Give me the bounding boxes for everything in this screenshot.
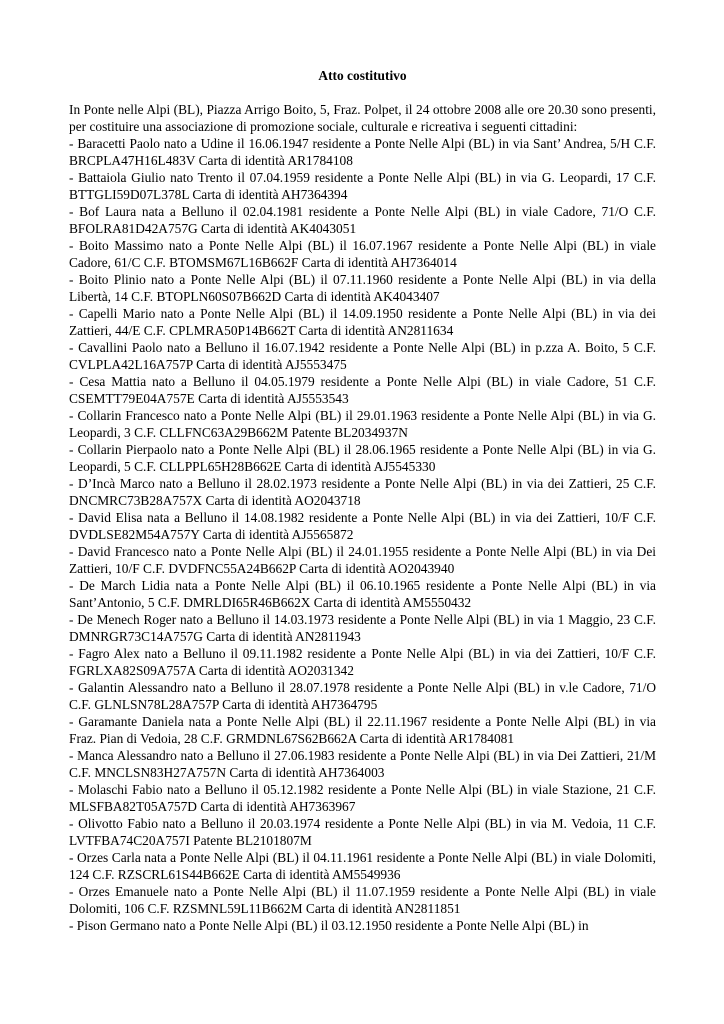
list-item: - Collarin Pierpaolo nato a Ponte Nelle Alpi (BL) il 28.06.1965 residente a Ponte Nelle Alpi (BL) in via G. Leopardi, 5 C.F. CLLPPL65H28B662E Carta di identità AJ5545330 [69,442,656,474]
list-item: - Battaiola Giulio nato Trento il 07.04.1959 residente a Ponte Nelle Alpi (BL) in via G. Leopardi, 17 C.F. BTTGLI59D07L378L Carta di identità AH7364394 [69,170,656,202]
list-item: - Manca Alessandro nato a Belluno il 27.06.1983 residente a Ponte Nelle Alpi (BL) in via Dei Zattieri, 21/M C.F. MNCLSN83H27A757N Carta di identità AH7364003 [69,748,656,780]
list-item: - Bof Laura nata a Belluno il 02.04.1981 residente a Ponte Nelle Alpi (BL) in viale Cadore, 71/O C.F. BFOLRA81D42A757G Carta di identità AK4043051 [69,204,656,236]
list-item: - Capelli Mario nato a Ponte Nelle Alpi (BL) il 14.09.1950 residente a Ponte Nelle Alpi (BL) in via dei Zattieri, 44/E C.F. CPLMRA50P14B662T Carta di identità AN2811634 [69,306,656,338]
list-item: - Collarin Francesco nato a Ponte Nelle Alpi (BL) il 29.01.1963 residente a Ponte Nelle Alpi (BL) in via G. Leopardi, 3 C.F. CLLFNC63A29B662M Patente BL2034937N [69,408,656,440]
list-item: - David Francesco nato a Ponte Nelle Alpi (BL) il 24.01.1955 residente a Ponte Nelle Alpi (BL) in via Dei Zattieri, 10/F C.F. DVDFNC55A24B662P Carta di identità AO2043940 [69,544,656,576]
list-item: - Orzes Carla nata a Ponte Nelle Alpi (BL) il 04.11.1961 residente a Ponte Nelle Alpi (BL) in viale Dolomiti, 124 C.F. RZSCRL61S44B662E Carta di identità AM5549936 [69,850,656,882]
members-list [69,135,656,934]
list-item: - Cavallini Paolo nato a Belluno il 16.07.1942 residente a Ponte Nelle Alpi (BL) in p.zza A. Boito, 5 C.F. CVLPLA42L16A757P Carta di identità AJ5553475 [69,340,656,372]
list-item: - Boito Massimo nato a Ponte Nelle Alpi (BL) il 16.07.1967 residente a Ponte Nelle Alpi (BL) in viale Cadore, 61/C C.F. BTOMSM67L16B662F Carta di identità AH7364014 [69,238,656,270]
list-item: - D’Incà Marco nato a Belluno il 28.02.1973 residente a Ponte Nelle Alpi (BL) in via dei Zattieri, 25 C.F. DNCMRC73B28A757X Carta di identità AO2043718 [69,476,656,508]
list-item: - Baracetti Paolo nato a Udine il 16.06.1947 residente a Ponte Nelle Alpi (BL) in via Sant’ Andrea, 5/H C.F. BRCPLA47H16L483V Carta di identità AR1784108 [69,136,656,168]
document-title: Atto costitutivo [318,68,407,83]
list-item: - David Elisa nata a Belluno il 14.08.1982 residente a Ponte Nelle Alpi (BL) in via dei Zattieri, 10/F C.F. DVDLSE82M54A757Y Carta di identità AJ5565872 [69,510,656,542]
intro-paragraph: In Ponte nelle Alpi (BL), Piazza Arrigo Boito, 5, Fraz. Polpet, il 24 ottobre 2008 alle ore 20.30 sono presenti, per costituire una associazione di promozione sociale, culturale e ricreativa i seguenti cittadini: [69,102,656,134]
document-page [69,67,656,934]
list-item: - Boito Plinio nato a Ponte Nelle Alpi (BL) il 07.11.1960 residente a Ponte Nelle Alpi (BL) in via della Libertà, 14 C.F. BTOPLN60S07B662D Carta di identità AK4043407 [69,272,656,304]
list-item: - Olivotto Fabio nato a Belluno il 20.03.1974 residente a Ponte Nelle Alpi (BL) in via M. Vedoia, 11 C.F. LVTFBA74C20A757I Patente BL2101807M [69,816,656,848]
list-item: - Molaschi Fabio nato a Belluno il 05.12.1982 residente a Ponte Nelle Alpi (BL) in viale Stazione, 21 C.F. MLSFBA82T05A757D Carta di identità AH7363967 [69,782,656,814]
list-item: - Fagro Alex nato a Belluno il 09.11.1982 residente a Ponte Nelle Alpi (BL) in via dei Zattieri, 10/F C.F. FGRLXA82S09A757A Carta di identità AO2031342 [69,646,656,678]
list-item: - Cesa Mattia nato a Belluno il 04.05.1979 residente a Ponte Nelle Alpi (BL) in viale Cadore, 51 C.F. CSEMTT79E04A757E Carta di identità AJ5553543 [69,374,656,406]
list-item: - Orzes Emanuele nato a Ponte Nelle Alpi (BL) il 11.07.1959 residente a Ponte Nelle Alpi (BL) in viale Dolomiti, 106 C.F. RZSMNL59L11B662M Carta di identità AN2811851 [69,884,656,916]
list-item: - Galantin Alessandro nato a Belluno il 28.07.1978 residente a Ponte Nelle Alpi (BL) in v.le Cadore, 71/O C.F. GLNLSN78L28A757P Carta di identità AH7364795 [69,680,656,712]
list-item: - De Menech Roger nato a Belluno il 14.03.1973 residente a Ponte Nelle Alpi (BL) in via 1 Maggio, 23 C.F. DMNRGR73C14A757G Carta di identità AN2811943 [69,612,656,644]
list-item: - De March Lidia nata a Ponte Nelle Alpi (BL) il 06.10.1965 residente a Ponte Nelle Alpi (BL) in via Sant’Antonio, 5 C.F. DMRLDI65R46B662X Carta di identità AM5550432 [69,578,656,610]
list-item: - Pison Germano nato a Ponte Nelle Alpi (BL) il 03.12.1950 residente a Ponte Nelle Alpi (BL) in [69,918,589,933]
list-item: - Garamante Daniela nata a Ponte Nelle Alpi (BL) il 22.11.1967 residente a Ponte Nelle Alpi (BL) in via Fraz. Pian di Vedoia, 28 C.F. GRMDNL67S62B662A Carta di identità AR1784081 [69,714,656,746]
